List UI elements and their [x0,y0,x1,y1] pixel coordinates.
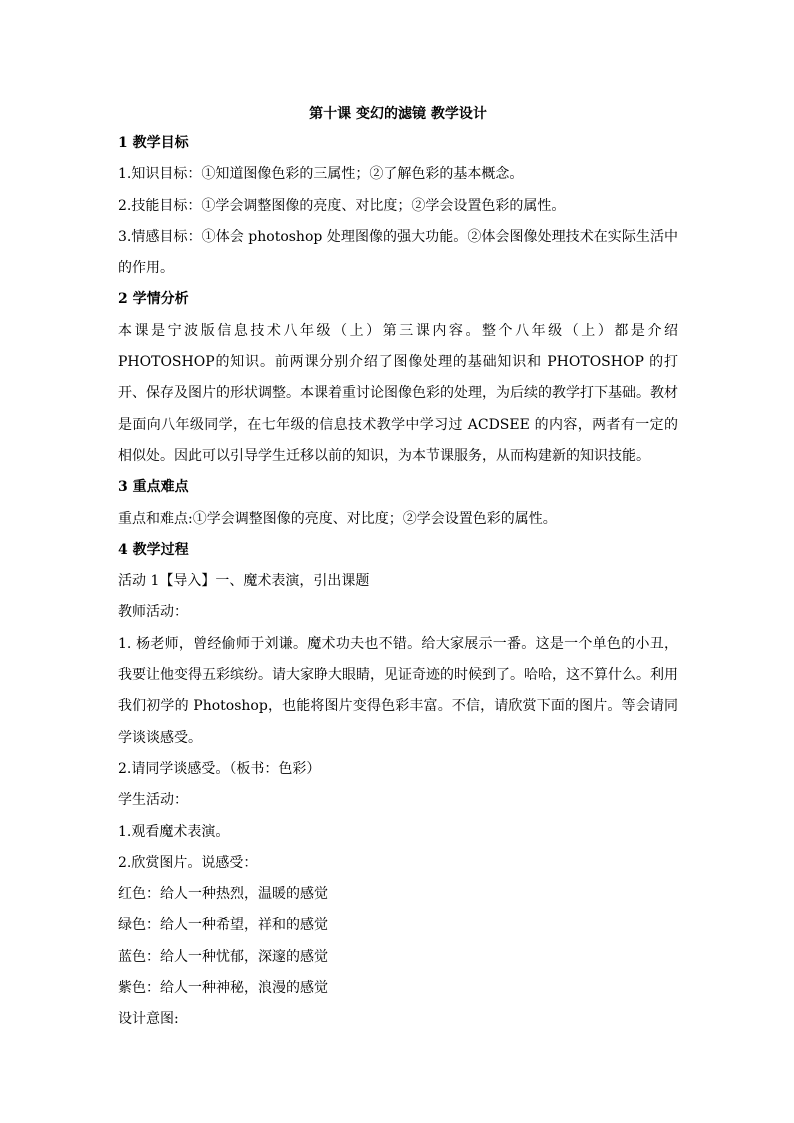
document-title: 第十课 变幻的滤镜 教学设计 [309,106,487,122]
document-page [118,100,678,1036]
color-feeling-purple: 紫色：给人一种神秘，浪漫的感觉 [118,980,328,997]
student-activity-1: 1.观看魔术表演。 [118,823,230,840]
student-activity-label: 学生活动： [118,792,188,809]
section-heading-keypoints: 3 重点难点 [118,479,189,496]
keypoints-text: 重点和难点:①学会调整图像的亮度、对比度；②学会设置色彩的属性。 [118,510,557,527]
analysis-paragraph: 本课是宁波版信息技术八年级（上）第三课内容。整个八年级（上）都是介绍PHOTOSHOP的知识。前两课分别介绍了图像处理的基础知识和 PHOTOSHOP 的打开、保存及图片的形状调整。本课着重讨论图像色彩的处理，为后续的教学打下基础。教材是面向八年级同学，在七年级的信息技术教学中学习过 ACDSEE 的内容，两者有一定的相似处。因此可以引导学生迁移以前的知识，为本节课服务，从而构建新的知识技能。 [118,322,678,464]
section-heading-analysis: 2 学情分析 [118,291,189,308]
objective-knowledge: 1.知识目标：①知道图像色彩的三属性；②了解色彩的基本概念。 [118,166,524,183]
objective-skill: 2.技能目标：①学会调整图像的亮度、对比度；②学会设置色彩的属性。 [118,197,566,214]
teacher-activity-1: 1. 杨老师，曾经偷师于刘谦。魔术功夫也不错。给大家展示一番。这是一个单色的小丑，我要让他变得五彩缤纷。请大家睁大眼睛，见证奇迹的时候到了。哈哈，这不算什么。利用我们初学的 Photoshop，也能将图片变得色彩丰富。不信，请欣赏下面的图片。等会请同学谈谈感受。 [118,635,678,746]
color-feeling-red: 红色：给人一种热烈，温暖的感觉 [118,886,328,903]
color-feeling-blue: 蓝色：给人一种忧郁，深邃的感觉 [118,948,328,965]
activity-title: 活动 1【导入】一、魔术表演，引出课题 [118,573,370,590]
section-heading-objectives: 1 教学目标 [118,135,189,151]
student-activity-2: 2.欣赏图片。说感受： [118,854,258,871]
teacher-activity-label: 教师活动： [118,604,188,621]
color-feeling-green: 绿色：给人一种希望，祥和的感觉 [118,917,328,934]
teacher-activity-2: 2.请同学谈感受。（板书：色彩） [118,760,321,777]
objective-emotion: 3.情感目标：①体会 photoshop 处理图像的强大功能。②体会图像处理技术在实际生活中的作用。 [118,228,678,277]
design-intent-label: 设计意图: [118,1011,179,1028]
section-heading-process: 4 教学过程 [118,541,189,558]
